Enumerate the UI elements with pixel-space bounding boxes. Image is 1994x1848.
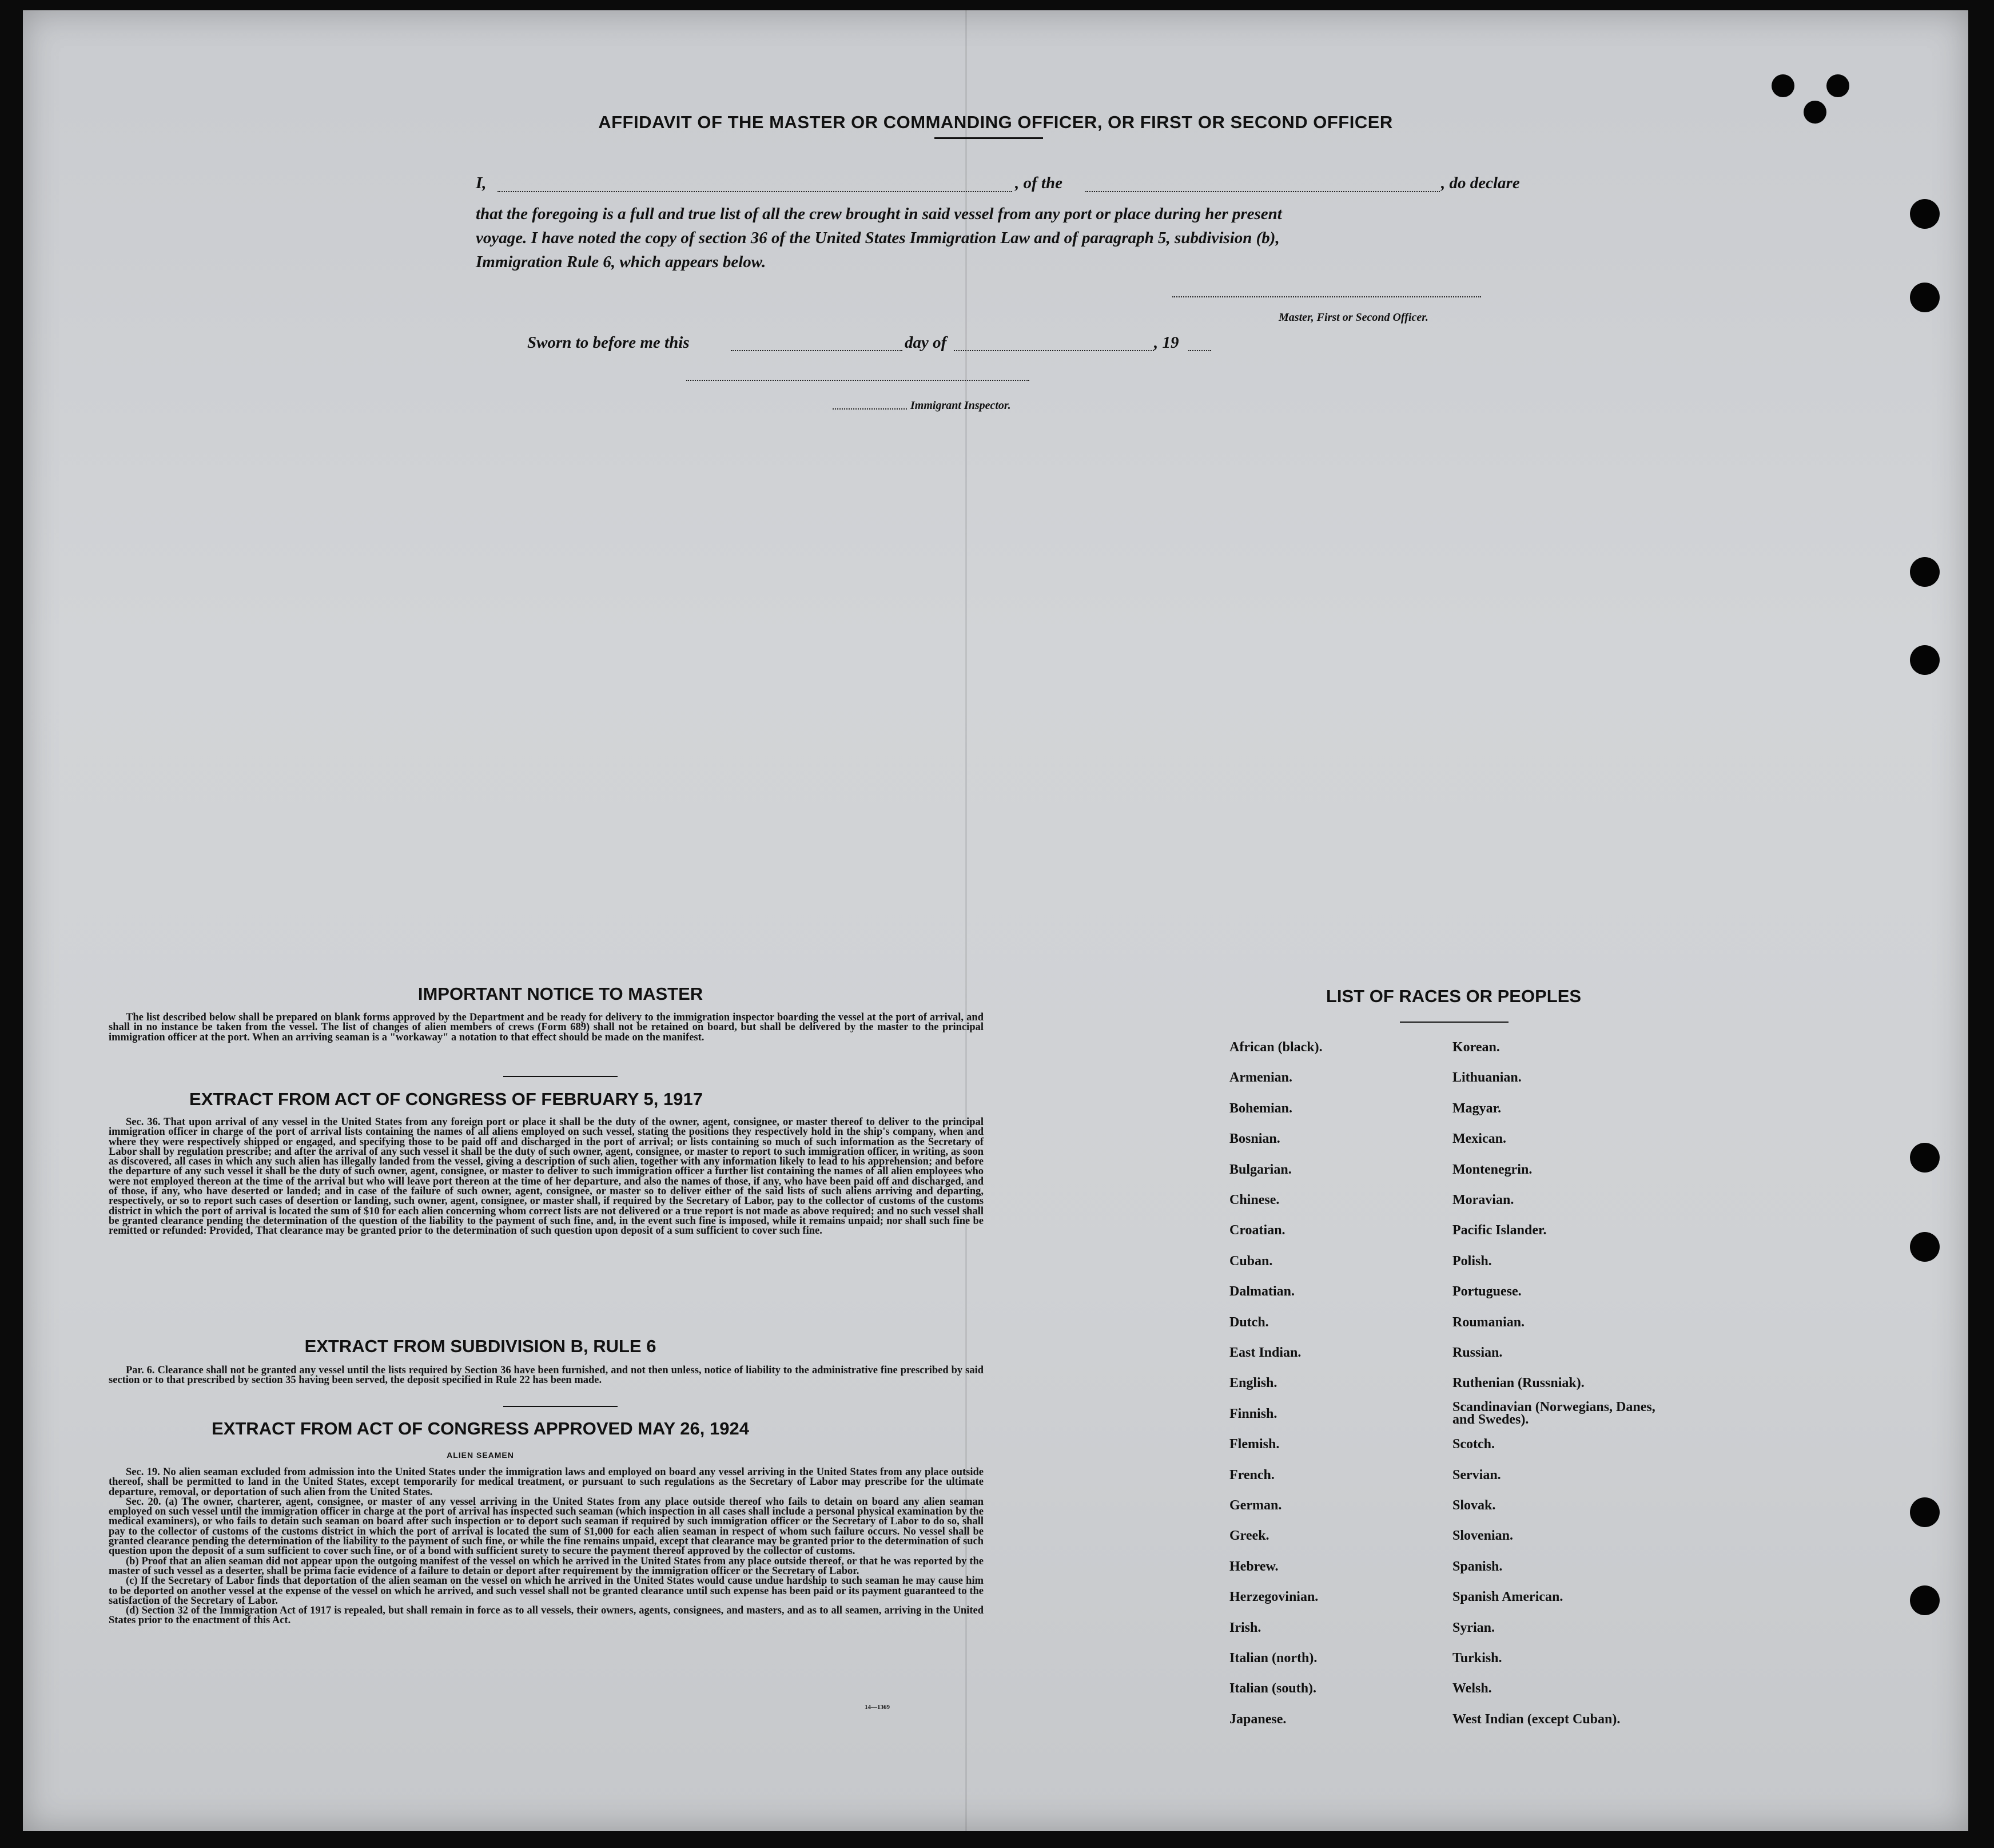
punch-hole [1772,74,1794,97]
race-item: Montenegrin. [1452,1162,1533,1177]
race-item: Bulgarian. [1229,1162,1292,1177]
race-item: Irish. [1229,1620,1261,1635]
extract-1924-paragraph: Sec. 19. No alien seaman excluded from admission into the United States under the immigration laws and employed on board any vessel arriving in the United States from any place outside thereof, shall be permitted to land in the United States, except temporarily for medical treatment, or pursuant to such regulations as the Secretary of Labor may prescribe for the ultimate departure, removal, or deportation of such alien from the United States. [109,1467,984,1498]
race-item: German. [1229,1498,1282,1513]
extract-1917-text [109,1118,984,1237]
affidavit-line-4: Immigration Rule 6, which appears below. [476,253,766,271]
extract-1924-paragraph: Sec. 20. (a) The owner, charterer, agent, consignee, or master of any vessel arriving in the United States from any place outside thereof who fails to detain on board any alien seaman employed on such vessel until the immigration officer in charge at the port of arrival has inspected such seaman (which inspection in all cases shall include a personal physical examination by the medical examiners), or who fails to detain such seaman on board after such inspection or to deport such seaman if required by such immigration officer or the Secretary of Labor to do so, shall pay to the collector of customs of the customs district in which the port of arrival is located the sum of $1,000 for each alien seaman in respect of whom such failure occurs. No vessel shall be granted clearance pending the determination of the liability to the payment of such fine, or while the fine remains unpaid, except that clearance may be granted prior to the determination of such question upon the deposit of a sum sufficient to cover such fine, or of a bond with sufficient surety to secure the payment thereof approved by the collector of customs. [109,1496,984,1557]
sworn-day-blank [731,350,902,351]
race-item: Hebrew. [1229,1559,1279,1574]
race-item: Greek. [1229,1528,1269,1544]
punch-hole [1910,1497,1940,1527]
year-text: , 19 [1154,333,1179,352]
extract-1924-paragraph: (c) If the Secretary of Labor finds that deportation of the alien seaman on the vessel on which he arrived in the United States would cause undue hardship to such seaman he may cause him to be deported on another vessel at the expense of the vessel on which he arrived, and such vessel shall not be granted clearance until such expense has been paid or its payment guaranteed to the satisfaction of the Secretary of Labor. [109,1575,984,1607]
race-item: Polish. [1452,1253,1492,1269]
race-item: Croatian. [1229,1223,1285,1238]
race-item: Welsh. [1452,1681,1492,1696]
name-blank [497,191,1012,192]
race-item: East Indian. [1229,1345,1302,1360]
race-item: Dutch. [1229,1314,1269,1330]
race-item: Scotch. [1452,1437,1495,1452]
race-item: Bosnian. [1229,1131,1280,1147]
race-item: Syrian. [1452,1620,1495,1635]
inspector-caption: Immigrant Inspector. [910,399,1011,412]
sworn-month-blank [954,350,1154,351]
race-item: Turkish. [1452,1651,1502,1666]
inspector-signature-blank [686,380,1029,381]
punch-hole [1910,645,1940,675]
race-item: Moravian. [1452,1193,1514,1207]
extract-1917-paragraph: Sec. 36. That upon arrival of any vessel in the United States from any foreign port or place it shall be the duty of the owner, agent, consignee, or master thereof to deliver to the principal immigration officer in charge of the port of arrival lists containing the names of all aliens employed on such vessel, stating the positions they respectively hold in the ship's company, when and where they were respectively shipped or engaged, and specifying those to be paid off and discharged in the port of arrival; or lists containing so much of such information as the Secretary of Labor shall by regulation prescribe; and after the arrival of any such vessel it shall be the duty of such owner, agent, consignee, or master to report to such immigration officer, in writing, as soon as discovered, all cases in which any such alien has illegally landed from the vessel, giving a description of such alien, together with any information likely to lead to his apprehension; and before the departure of any such vessel it shall be the duty of such owner, agent, consignee, or master to deliver to such immigration officer a further list containing the names of all alien employees who were not employed thereon at the time of the arrival but who will leave port thereon at the time of her departure, and also the names of those, if any, who have been paid off and discharged, and of those, if any, who have deserted or landed; and in case of the failure of such owner, agent, consignee, or master so to deliver either of the said lists of such aliens arriving and departing, respectively, or so to report such cases of desertion or landing, such owner, agent, consignee, or master shall, if required by the Secretary of Labor, pay to the collector of customs of the customs district in which the port of arrival is located the sum of $10 for each alien concerning whom correct lists are not delivered or a true report is not made as above required; and no such vessel shall be granted clearance pending the determination of the question of the liability to the payment of such fine, and, in the event such fine is imposed, while it remains unpaid; nor shall such fine be remitted or refunded: Provided, That clearance may be granted prior to the determination of such question upon deposit of a sum sufficient to cover such fine. [109,1116,984,1237]
notice-paragraph: The list described below shall be prepared on blank forms approved by the Department and be ready for delivery to the immigration inspector boarding the vessel at the port of arrival, and shall in no instance be taken from the vessel. The list of changes of alien members of crews (Form 689) shall not be retained on board, but shall be delivered by the master to the principal immigration officer at the port. When an arriving seaman is a "workaway" a notation to that effect should be made on the manifest. [109,1012,984,1043]
signature-caption: Master, First or Second Officer. [1279,311,1428,324]
race-item: Russian. [1452,1345,1503,1360]
section-rule [503,1076,618,1077]
notice-text [109,1013,984,1043]
year-blank [1188,350,1211,351]
race-item: Mexican. [1452,1131,1506,1147]
race-item: Cuban. [1229,1253,1273,1269]
extract-rule6-text [109,1366,984,1386]
section-rule [503,1406,618,1407]
affidavit-i: I, [476,174,487,192]
extract-1917-title: EXTRACT FROM ACT OF CONGRESS OF FEBRUARY 5, 1917 [189,1089,703,1109]
extract-1924-text [109,1468,984,1626]
extract-rule6-paragraph: Par. 6. Clearance shall not be granted any vessel until the lists required by Section 36 have been furnished, and not then unless, notice of liability to the administrative fine prescribed by said section or to that prescribed by section 35 having been served, the deposit specified in Rule 22 has been made. [109,1365,984,1386]
notice-title: IMPORTANT NOTICE TO MASTER [417,984,703,1004]
race-item: Spanish American. [1452,1589,1563,1605]
race-item: Roumanian. [1452,1314,1525,1330]
punch-hole [1910,199,1940,229]
extract-1924-paragraph: (d) Section 32 of the Immigration Act of 1917 is repealed, but shall remain in force as to all vessels, their owners, agents, consignees, and masters, and as to all seamen, arriving in the United States prior to the enactment of this Act. [109,1605,984,1627]
race-item: Korean. [1452,1040,1500,1055]
sworn-text: Sworn to before me this [527,333,690,352]
race-item: Ruthenian (Russniak). [1452,1376,1585,1391]
race-item: Dalmatian. [1229,1284,1295,1299]
race-item: African (black). [1229,1040,1323,1055]
race-item: Flemish. [1229,1437,1280,1452]
signature-blank [1172,296,1481,297]
race-item: Lithuanian. [1452,1070,1522,1086]
affidavit-do-declare: , do declare [1441,174,1520,192]
extract-1924-paragraph: (b) Proof that an alien seaman did not appear upon the outgoing manifest of the vessel on which he arrived in the United States from any place outside thereof, or that he was reported by the master of such vessel as a deserter, shall be prima facie evidence of a failure to detain or deport after requirement by the immigration officer or the Secretary of Labor. [109,1555,984,1577]
title-rule [934,137,1043,139]
race-item: Slovenian. [1452,1528,1514,1544]
inspector-caption-lead [833,408,907,410]
race-item: Bohemian. [1229,1100,1293,1116]
race-item: Servian. [1452,1467,1501,1483]
race-item: English. [1229,1376,1277,1391]
extract-1924-title: EXTRACT FROM ACT OF CONGRESS APPROVED MAY 26, 1924 [212,1418,749,1438]
punch-hole [1910,557,1940,587]
extract-1924-subtitle: ALIEN SEAMEN [447,1450,514,1460]
punch-hole [1910,283,1940,312]
race-item: Finnish. [1229,1406,1277,1421]
affidavit-line-2: that the foregoing is a full and true list of all the crew brought in said vessel from any port or place during her present [476,205,1282,223]
race-item: Magyar. [1452,1100,1502,1116]
punch-hole [1826,74,1849,97]
race-item: Italian (south). [1229,1681,1317,1696]
race-item: Portuguese. [1452,1284,1522,1299]
punch-hole [1910,1143,1940,1173]
punch-hole [1910,1232,1940,1262]
race-item: French. [1229,1467,1275,1483]
extract-rule6-title: EXTRACT FROM SUBDIVISION B, RULE 6 [304,1336,656,1356]
affidavit-of-the: , of the [1015,174,1062,192]
race-item: West Indian (except Cuban). [1452,1711,1621,1727]
race-item: Armenian. [1229,1070,1292,1086]
race-item: Japanese. [1229,1711,1287,1727]
day-of-text: day of [905,333,947,352]
race-item: Herzegovinian. [1229,1589,1319,1605]
form-number: 14—1369 [865,1704,890,1711]
races-title-rule [1400,1022,1509,1023]
vessel-blank [1085,191,1440,192]
affidavit-line-3: voyage. I have noted the copy of section 36 of the United States Immigration Law and of paragraph 5, subdivision (b), [476,229,1280,247]
race-item: Scandinavian (Norwegians, Danes, and Swedes). [1452,1399,1655,1427]
punch-hole [1910,1585,1940,1615]
race-item: Slovak. [1452,1498,1496,1513]
race-item: Chinese. [1229,1193,1280,1207]
race-item: Spanish. [1452,1559,1503,1574]
race-item: Pacific Islander. [1452,1223,1547,1238]
affidavit-title: AFFIDAVIT OF THE MASTER OR COMMANDING OFFICER, OR FIRST OR SECOND OFFICER [598,112,1393,132]
document-sheet [23,10,1968,1831]
race-item: Italian (north). [1229,1651,1318,1666]
races-title: LIST OF RACES OR PEOPLES [1326,986,1582,1006]
